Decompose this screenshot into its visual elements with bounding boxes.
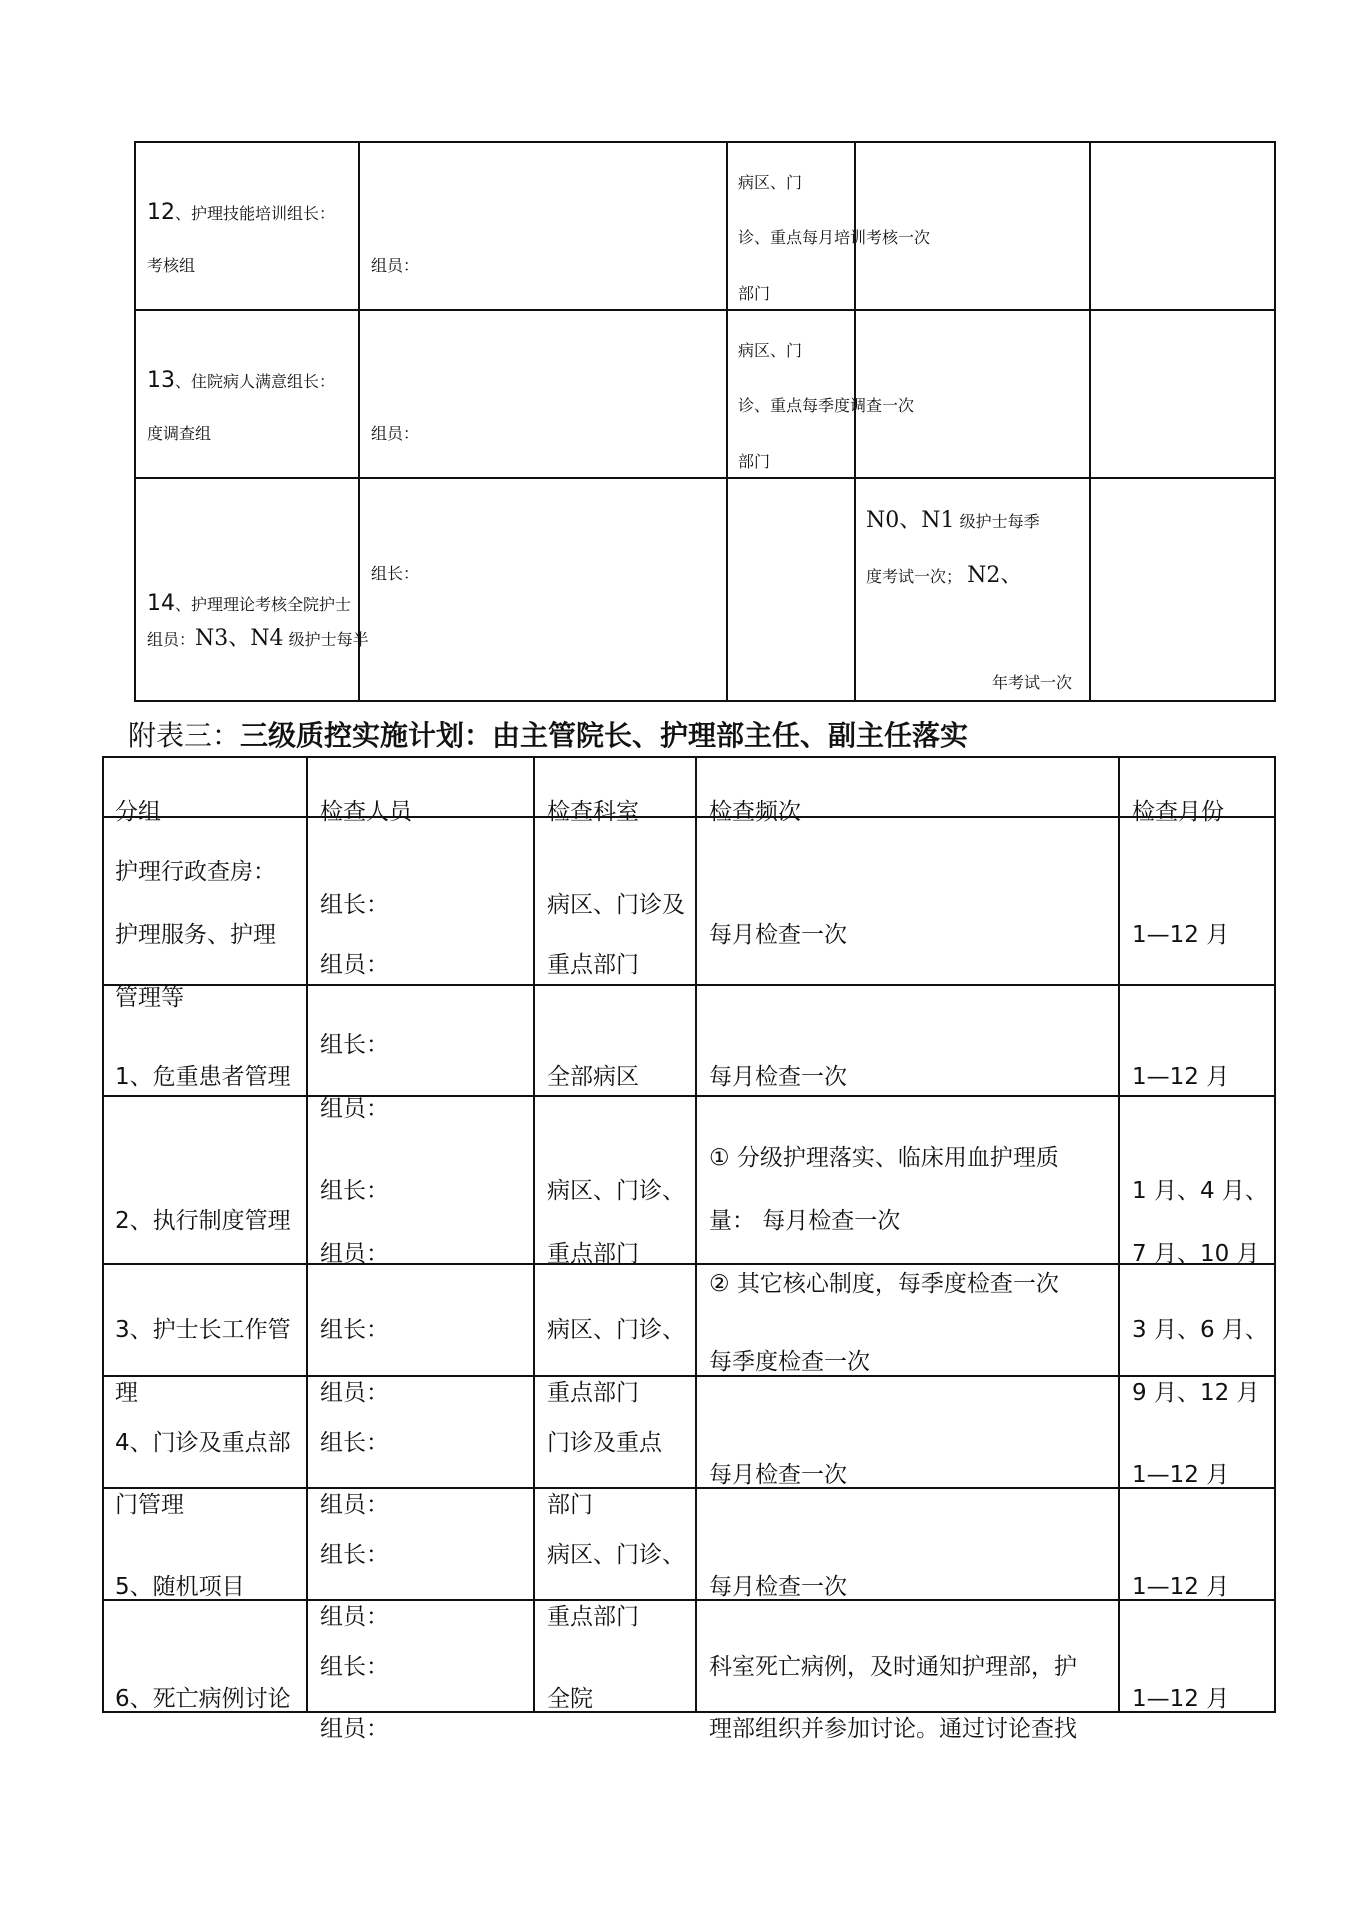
group-text: 、护理理论考核全院护士 (175, 595, 352, 614)
r6-leader: 组长： (320, 1654, 389, 1680)
table1-col-rule (1089, 141, 1091, 702)
table2-col-rule (1118, 756, 1120, 1713)
table2-rule (102, 1095, 1276, 1097)
table1-rule (134, 477, 1276, 479)
header-month: 检查月份 (1132, 799, 1224, 825)
r3-dept-2: 重点部门 (547, 1380, 639, 1406)
table2-rule (102, 1487, 1276, 1489)
r1-members: 组员： (320, 1096, 389, 1122)
table1-rule (134, 141, 1276, 143)
r3-members: 组员： (320, 1380, 389, 1406)
r5-frequency: 每月检查一次 (709, 1574, 847, 1600)
table2-rule (102, 1263, 1276, 1265)
r2-month-1: 1 月、4 月、 (1132, 1178, 1268, 1204)
table1-row-13-group-cont: 度调查组 (147, 424, 212, 443)
r2-frequency-1: ① 分级护理落实、临床用血护理质 (709, 1145, 1059, 1171)
r0-group-1: 护理行政查房： (115, 859, 276, 885)
table2-col-rule (306, 756, 308, 1713)
r6-month: 1—12 月 (1132, 1686, 1230, 1712)
r0-frequency: 每月检查一次 (709, 922, 847, 948)
table2-col-rule (533, 756, 535, 1713)
table2-rule (102, 1375, 1276, 1377)
r6-frequency-1: 科室死亡病例，及时通知护理部，护 (709, 1654, 1077, 1680)
r0-group-3: 管理等 (115, 985, 184, 1011)
table1-row-13-members: 组员： (371, 424, 420, 443)
r4-members: 组员： (320, 1492, 389, 1518)
r2-frequency-2: 量： 每月检查一次 (709, 1208, 901, 1234)
r3-dept-1: 病区、门诊、 (547, 1317, 685, 1343)
table2-col-rule (1274, 756, 1276, 1713)
freq-text: 级护士每季 (959, 512, 1040, 531)
r2-dept-1: 病区、门诊、 (547, 1178, 685, 1204)
table2-rule (102, 816, 1276, 818)
heading-prefix: 附表三： (128, 719, 241, 752)
r6-members: 组员： (320, 1716, 389, 1742)
r4-month: 1—12 月 (1132, 1462, 1230, 1488)
section-heading (128, 714, 968, 754)
table2-col-rule (102, 756, 104, 1713)
table1-row-14-leader: 组长： (371, 564, 420, 583)
r3-frequency: 每季度检查一次 (709, 1349, 870, 1375)
header-frequency: 检查频次 (709, 799, 801, 825)
r3-group-1: 3、护士长工作管 (115, 1317, 291, 1343)
r6-dept: 全院 (547, 1686, 593, 1712)
r3-leader: 组长： (320, 1317, 389, 1343)
freq-level: N0、N1 (866, 508, 955, 533)
members-label: 组员： (147, 630, 196, 649)
r4-group-1: 4、门诊及重点部 (115, 1430, 291, 1456)
row-number: 14 (147, 591, 175, 616)
table2-rule (102, 756, 1276, 758)
r2-month-2: 7 月、10 月 (1132, 1241, 1260, 1267)
table1-col-rule (358, 141, 360, 702)
r0-members: 组员： (320, 952, 389, 978)
group-text: 、住院病人满意组长： (175, 372, 336, 391)
table1-row-12-dept-1: 病区、门 (738, 173, 803, 192)
table1-row-14-group (147, 591, 351, 616)
r4-group-2: 门管理 (115, 1492, 184, 1518)
r1-frequency: 每月检查一次 (709, 1064, 847, 1090)
r2-dept-2: 重点部门 (547, 1241, 639, 1267)
r0-dept-2: 重点部门 (547, 952, 639, 978)
r1-dept: 全部病区 (547, 1064, 639, 1090)
table1-row-13-dept-1: 病区、门 (738, 341, 803, 360)
table1-col-rule (1274, 141, 1276, 702)
table1-row-14-freq-1 (866, 503, 1040, 534)
table1-row-13-dept-2: 诊、重点每季度调查一次 (738, 396, 915, 415)
table1-row-12-dept-2: 诊、重点每月培训考核一次 (738, 228, 931, 247)
row-number: 12 (147, 200, 175, 225)
table1-rule (134, 309, 1276, 311)
table1-row-12-members: 组员： (371, 256, 420, 275)
table2-rule (102, 984, 1276, 986)
members-suffix: 级护士每半 (288, 630, 369, 649)
r0-dept-1: 病区、门诊及 (547, 892, 685, 918)
r4-dept-1: 门诊及重点 (547, 1430, 662, 1456)
table1-row-14-freq-2 (866, 558, 1022, 589)
group-text: 、护理技能培训组长： (175, 204, 336, 223)
r3-month-1: 3 月、6 月、 (1132, 1317, 1268, 1343)
header-group: 分组 (115, 799, 161, 825)
r2-frequency-3: ② 其它核心制度，每季度检查一次 (709, 1271, 1059, 1297)
header-dept: 检查科室 (547, 799, 639, 825)
r4-leader: 组长： (320, 1430, 389, 1456)
table1-row-13-group (147, 368, 335, 393)
row-number: 13 (147, 368, 175, 393)
table1-rule (134, 700, 1276, 702)
r5-dept-1: 病区、门诊、 (547, 1542, 685, 1568)
r5-dept-2: 重点部门 (547, 1604, 639, 1630)
r1-group: 1、危重患者管理 (115, 1064, 291, 1090)
table1-row-12-dept-3: 部门 (738, 284, 771, 303)
r6-frequency-2: 理部组织并参加讨论。通过讨论查找 (709, 1716, 1077, 1742)
freq-level: N2、 (967, 563, 1023, 588)
r6-group: 6、死亡病例讨论 (115, 1686, 291, 1712)
r4-frequency: 每月检查一次 (709, 1462, 847, 1488)
r4-dept-2: 部门 (547, 1492, 593, 1518)
r0-group-2: 护理服务、护理 (115, 922, 276, 948)
table1-row-14-members (147, 621, 369, 652)
r3-month-2: 9 月、12 月 (1132, 1380, 1260, 1406)
r5-group: 5、随机项目 (115, 1574, 245, 1600)
table1-row-12-group-cont: 考核组 (147, 256, 196, 275)
r5-month: 1—12 月 (1132, 1574, 1230, 1600)
table1-col-rule (726, 141, 728, 702)
r5-leader: 组长： (320, 1542, 389, 1568)
table2-col-rule (695, 756, 697, 1713)
table1-col-rule (134, 141, 136, 702)
table1-row-14-freq-3: 年考试一次 (992, 673, 1073, 692)
r2-leader: 组长： (320, 1178, 389, 1204)
r5-members: 组员： (320, 1604, 389, 1630)
r1-month: 1—12 月 (1132, 1064, 1230, 1090)
r3-group-2: 理 (115, 1380, 138, 1406)
table1-row-12-group (147, 200, 335, 225)
r2-group: 2、执行制度管理 (115, 1208, 291, 1234)
r0-month: 1—12 月 (1132, 922, 1230, 948)
members-level: N3、N4 (195, 626, 284, 651)
r0-leader: 组长： (320, 892, 389, 918)
r2-members: 组员： (320, 1241, 389, 1267)
freq-text: 度考试一次； (866, 567, 963, 586)
table1-row-13-dept-3: 部门 (738, 452, 771, 471)
table2-rule (102, 1599, 1276, 1601)
header-inspector: 检查人员 (320, 799, 412, 825)
r1-leader: 组长： (320, 1032, 389, 1058)
heading-bold: 三级质控实施计划：由主管院长、护理部主任、副主任落实 (240, 719, 969, 752)
